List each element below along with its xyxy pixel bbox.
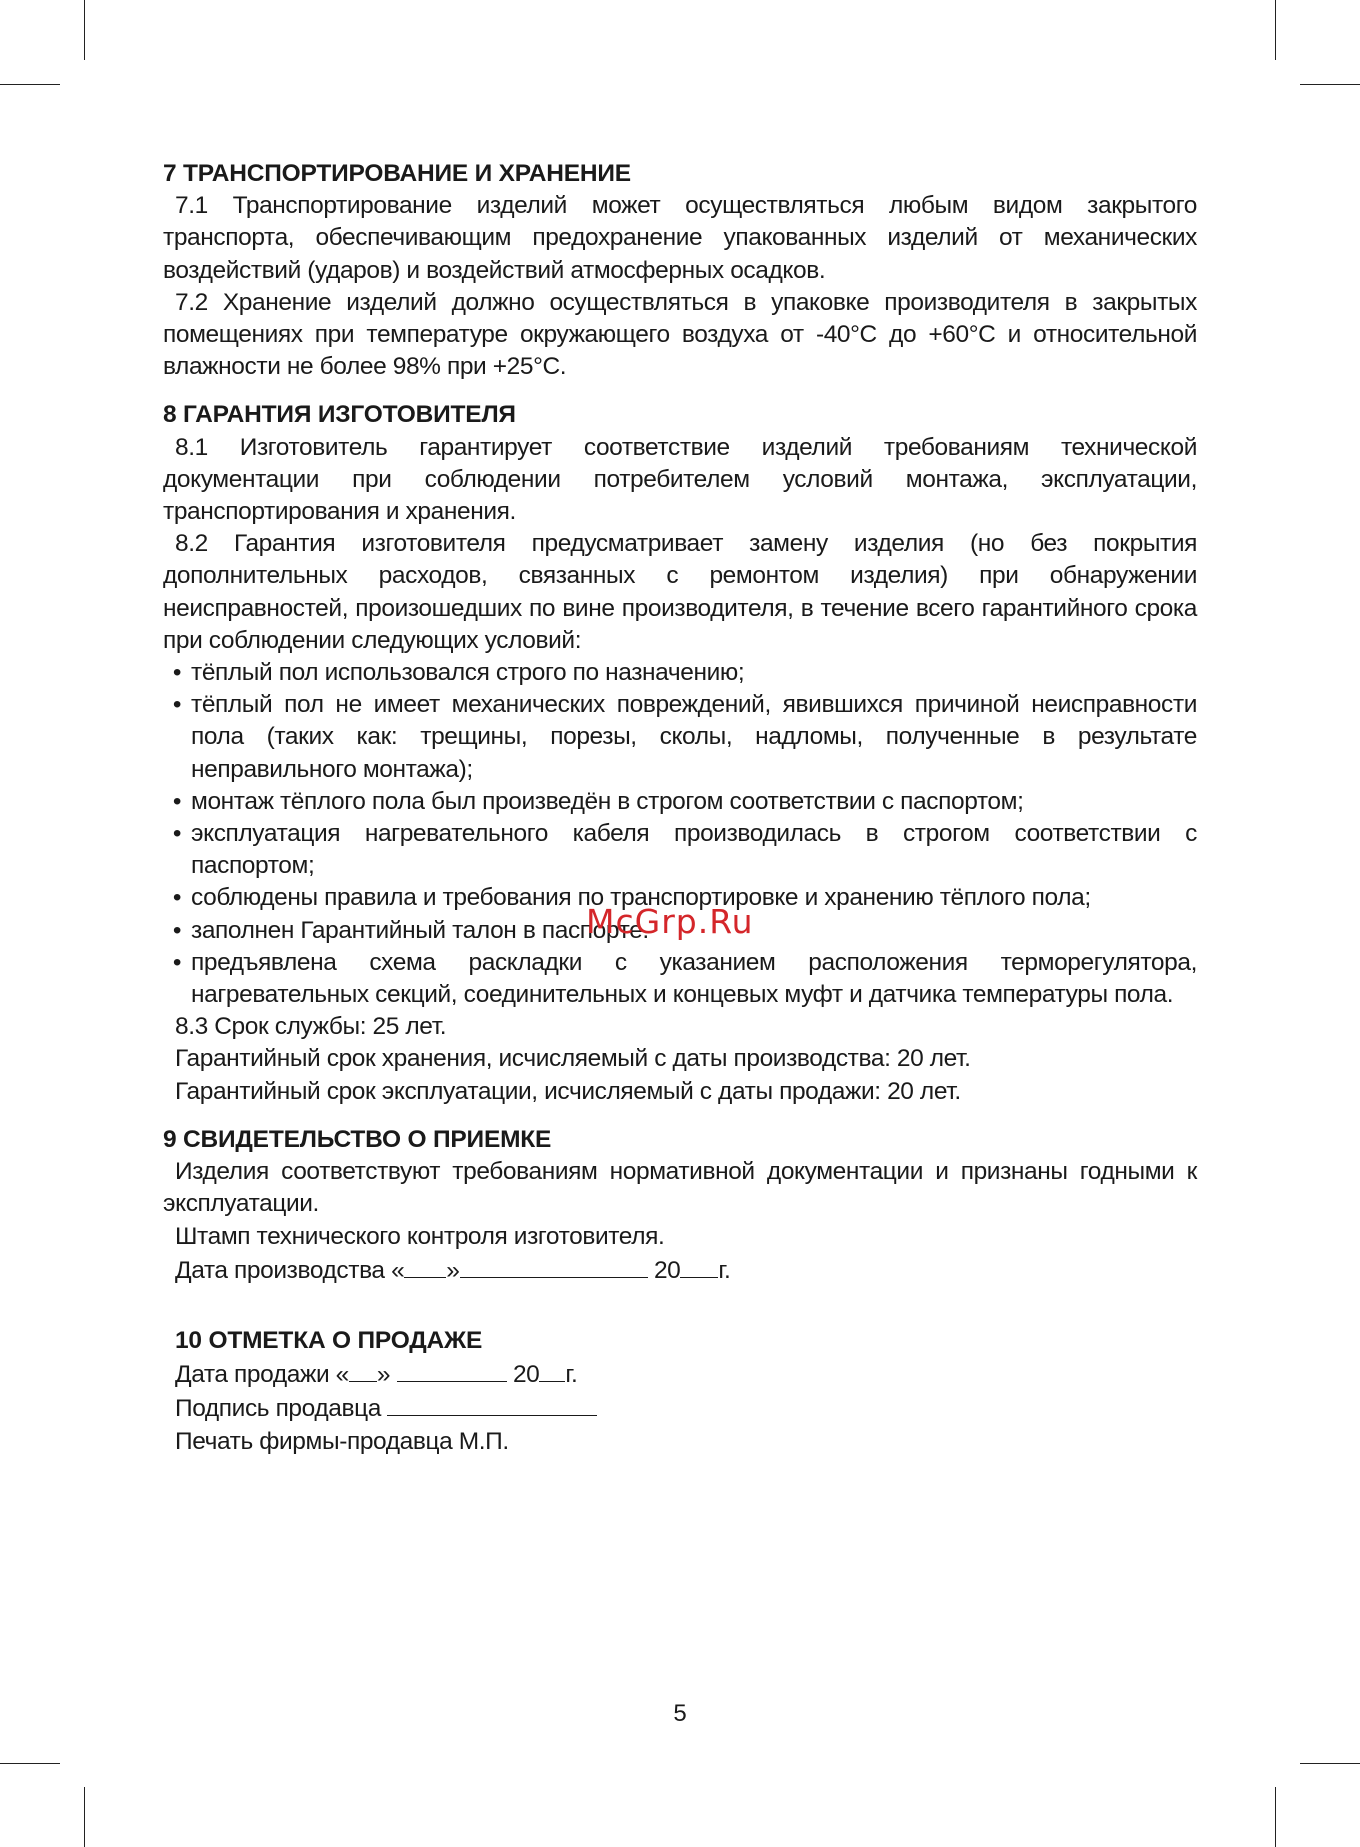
sale-date-label: Дата продажи « <box>175 1361 349 1389</box>
sale-date-field <box>163 1357 1197 1391</box>
section-9-title: 9 СВИДЕТЕЛЬСТВО О ПРИЕМКЕ <box>163 1125 552 1153</box>
seller-signature-label: Подпись продавца <box>175 1395 381 1423</box>
sale-date-quote: » <box>376 1361 391 1389</box>
production-year-prefix: 20 <box>653 1256 681 1284</box>
production-date-field <box>163 1253 1197 1287</box>
section-8-operation-warranty: Гарантийный срок эксплуатации, исчисляемый с даты продажи: 20 лет. <box>175 1077 961 1105</box>
watermark: McGrp.Ru <box>586 902 754 941</box>
section-8-paragraph-2: 8.2 Гарантия изготовителя предусматривает замену изделия (но без покрытия дополнительных расходов, связанных с ремонтом изделия) при обнаружении неисправностей, произошедших по вине производителя, в течение всего гарантийного срока при соблюдении следующих условий: <box>163 530 1197 654</box>
page-number: 5 <box>673 1700 687 1727</box>
document-body <box>163 158 1197 1458</box>
list-item: • тёплый пол не имеет механических повреждений, явившихся причиной неисправности пола (таких как: трещины, порезы, сколы, надломы, полученные в результате неправильного монтажа); <box>163 689 1197 786</box>
section-8-paragraph-1: 8.1 Изготовитель гарантирует соответствие изделий требованиям технической документации при соблюдении потребителем условий монтажа, эксплуатации, транспортирования и хранения. <box>163 433 1197 526</box>
list-item: • заполнен Гарантийный талон в паспорте. <box>163 915 1197 947</box>
section-9-paragraph-1: Изделия соответствуют требованиям нормативной документации и признаны годными к эксплуатации. <box>163 1158 1197 1218</box>
stamp-note: Штамп технического контроля изготовителя. <box>175 1222 665 1250</box>
crop-mark-bottom-left-horizontal <box>0 1763 60 1764</box>
crop-mark-bottom-right-vertical <box>1275 1787 1276 1847</box>
seller-signature-blank[interactable] <box>387 1391 597 1416</box>
list-item: • монтаж тёплого пола был произведён в строгом соответствии с паспортом; <box>163 786 1197 818</box>
crop-mark-bottom-left-vertical <box>84 1787 85 1847</box>
production-month-blank[interactable] <box>460 1253 648 1278</box>
warranty-conditions-list <box>163 657 1197 1011</box>
production-date-quote: » <box>446 1256 460 1284</box>
section-7-paragraph-2: 7.2 Хранение изделий должно осуществляться в упаковке производителя в закрытых помещениях при температуре окружающего воздуха от -40°С до +60°С и относительной влажности не более 98% при +25°С. <box>163 288 1197 381</box>
production-year-blank[interactable] <box>680 1253 718 1278</box>
section-7-paragraph-1: 7.1 Транспортирование изделий может осуществляться любым видом закрытого транспорта, обеспечивающим предохранение упакованных изделий от механических воздействий (ударов) и воздействий атмосферных осадков. <box>163 192 1197 284</box>
list-item: • предъявлена схема раскладки с указанием расположения терморегулятора, нагревательных секций, соединительных и концевых муфт и датчика температуры пола. <box>163 947 1197 1011</box>
crop-mark-top-right-horizontal <box>1300 84 1360 85</box>
crop-mark-top-right-vertical <box>1275 0 1276 60</box>
section-7-title: 7 ТРАНСПОРТИРОВАНИЕ И ХРАНЕНИЕ <box>163 160 631 187</box>
seller-signature-field <box>163 1391 1197 1425</box>
sale-day-blank[interactable] <box>349 1357 377 1382</box>
section-8-storage-warranty: Гарантийный срок хранения, исчисляемый с даты производства: 20 лет. <box>175 1045 971 1073</box>
production-year-suffix: г. <box>718 1256 731 1284</box>
sale-year-blank[interactable] <box>539 1357 565 1382</box>
sale-month-blank[interactable] <box>397 1357 507 1382</box>
list-item: • тёплый пол использовался строго по назначению; <box>163 657 1197 689</box>
section-10-title: 10 ОТМЕТКА О ПРОДАЖЕ <box>175 1326 483 1354</box>
section-8-service-life: 8.3 Срок службы: 25 лет. <box>175 1013 447 1041</box>
section-8-title: 8 ГАРАНТИЯ ИЗГОТОВИТЕЛЯ <box>163 401 516 429</box>
production-date-label: Дата производства « <box>175 1256 405 1284</box>
seller-seal-note: Печать фирмы-продавца М.П. <box>175 1427 509 1455</box>
crop-mark-top-left-vertical <box>84 0 85 60</box>
crop-mark-bottom-right-horizontal <box>1300 1763 1360 1764</box>
sale-year-prefix: 20 <box>512 1361 540 1389</box>
sale-year-suffix: г. <box>565 1361 578 1389</box>
production-day-blank[interactable] <box>404 1253 446 1278</box>
list-item: • эксплуатация нагревательного кабеля производилась в строгом соответствии с паспортом; <box>163 818 1197 882</box>
list-item: • соблюдены правила и требования по транспортировке и хранению тёплого пола; <box>163 882 1197 914</box>
crop-mark-top-left-horizontal <box>0 84 60 85</box>
